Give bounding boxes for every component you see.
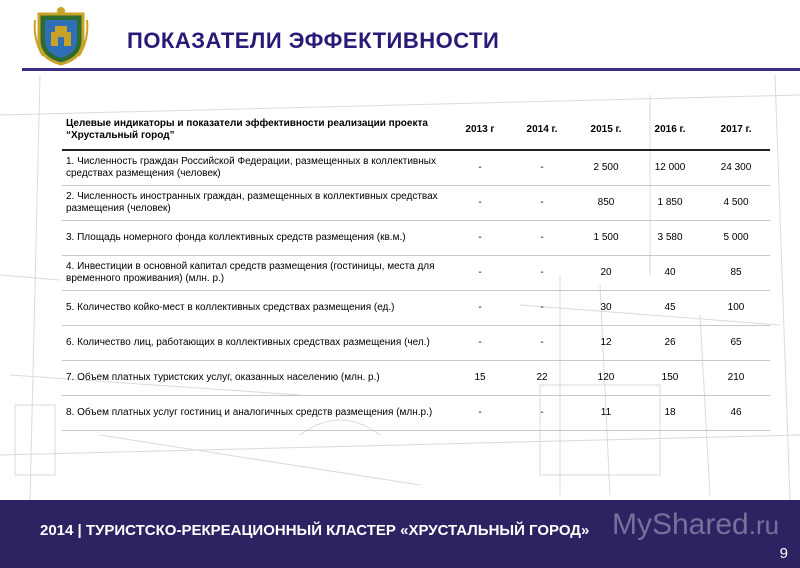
table-row	[62, 256, 770, 291]
table-row	[62, 150, 770, 186]
value-2017: 210	[702, 361, 770, 396]
table-row	[62, 396, 770, 431]
value-2014: -	[510, 150, 574, 186]
value-2013: -	[450, 150, 510, 186]
value-2013: 15	[450, 361, 510, 396]
value-2013: -	[450, 326, 510, 361]
table-row	[62, 221, 770, 256]
watermark	[612, 508, 779, 542]
table-row	[62, 361, 770, 396]
value-2017: 46	[702, 396, 770, 431]
value-2013: -	[450, 291, 510, 326]
value-2015: 20	[574, 256, 638, 291]
indicator-name: 5. Количество койко-мест в коллективных средствах размещения (ед.)	[62, 291, 450, 326]
indicator-name: 6. Количество лиц, работающих в коллективных средствах размещения (чел.)	[62, 326, 450, 361]
value-2015: 30	[574, 291, 638, 326]
value-2015: 11	[574, 396, 638, 431]
indicator-name: 1. Численность граждан Российской Федерации, размещенных в коллективных средствах размещения (человек)	[62, 150, 450, 186]
value-2015: 1 500	[574, 221, 638, 256]
page-number: 9	[779, 545, 788, 562]
column-header-2014: 2014 г.	[510, 111, 574, 150]
value-2016: 26	[638, 326, 702, 361]
table-header-row	[62, 111, 770, 150]
indicator-name: 3. Площадь номерного фонда коллективных средств размещения (кв.м.)	[62, 221, 450, 256]
column-header-2013: 2013 г	[450, 111, 510, 150]
value-2017: 85	[702, 256, 770, 291]
value-2014: -	[510, 221, 574, 256]
value-2015: 12	[574, 326, 638, 361]
column-header-2015: 2015 г.	[574, 111, 638, 150]
value-2016: 150	[638, 361, 702, 396]
table-row	[62, 326, 770, 361]
table-row	[62, 186, 770, 221]
header	[0, 0, 800, 75]
footer-bar	[0, 500, 800, 568]
value-2017: 100	[702, 291, 770, 326]
column-header-2016: 2016 г.	[638, 111, 702, 150]
value-2013: -	[450, 221, 510, 256]
value-2014: -	[510, 396, 574, 431]
indicator-name: 4. Инвестиции в основной капитал средств размещения (гостиницы, места для временного проживания) (млн. р.)	[62, 256, 450, 291]
value-2016: 3 580	[638, 221, 702, 256]
value-2017: 24 300	[702, 150, 770, 186]
column-header-2017: 2017 г.	[702, 111, 770, 150]
table-row	[62, 291, 770, 326]
indicator-name: 8. Объем платных услуг гостиниц и аналогичных средств размещения (млн.р.)	[62, 396, 450, 431]
value-2013: -	[450, 256, 510, 291]
page-title: ПОКАЗАТЕЛИ ЭФФЕКТИВНОСТИ	[127, 28, 500, 53]
value-2017: 5 000	[702, 221, 770, 256]
indicators-table	[62, 111, 770, 431]
value-2015: 120	[574, 361, 638, 396]
indicator-name: 2. Численность иностранных граждан, размещенных в коллективных средствах размещения (человек)	[62, 186, 450, 221]
value-2013: -	[450, 186, 510, 221]
value-2016: 12 000	[638, 150, 702, 186]
value-2015: 850	[574, 186, 638, 221]
value-2014: -	[510, 291, 574, 326]
value-2017: 65	[702, 326, 770, 361]
indicator-name: 7. Объем платных туристских услуг, оказанных населению (млн. р.)	[62, 361, 450, 396]
value-2016: 1 850	[638, 186, 702, 221]
watermark-tld: .ru	[748, 510, 780, 540]
value-2014: 22	[510, 361, 574, 396]
footer-text: 2014 | ТУРИСТСКО-РЕКРЕАЦИОННЫЙ КЛАСТЕР «ХРУСТАЛЬНЫЙ ГОРОД»	[40, 522, 590, 539]
value-2016: 45	[638, 291, 702, 326]
value-2014: -	[510, 326, 574, 361]
watermark-name: MyShared	[612, 508, 749, 541]
value-2014: -	[510, 186, 574, 221]
indicators-table-container	[62, 111, 770, 431]
value-2017: 4 500	[702, 186, 770, 221]
value-2013: -	[450, 396, 510, 431]
column-header-indicator: Целевые индикаторы и показатели эффективности реализации проекта “Хрустальный город”	[62, 111, 450, 150]
coat-of-arms-icon	[33, 6, 89, 66]
header-divider	[22, 68, 800, 71]
value-2015: 2 500	[574, 150, 638, 186]
value-2016: 40	[638, 256, 702, 291]
value-2014: -	[510, 256, 574, 291]
value-2016: 18	[638, 396, 702, 431]
